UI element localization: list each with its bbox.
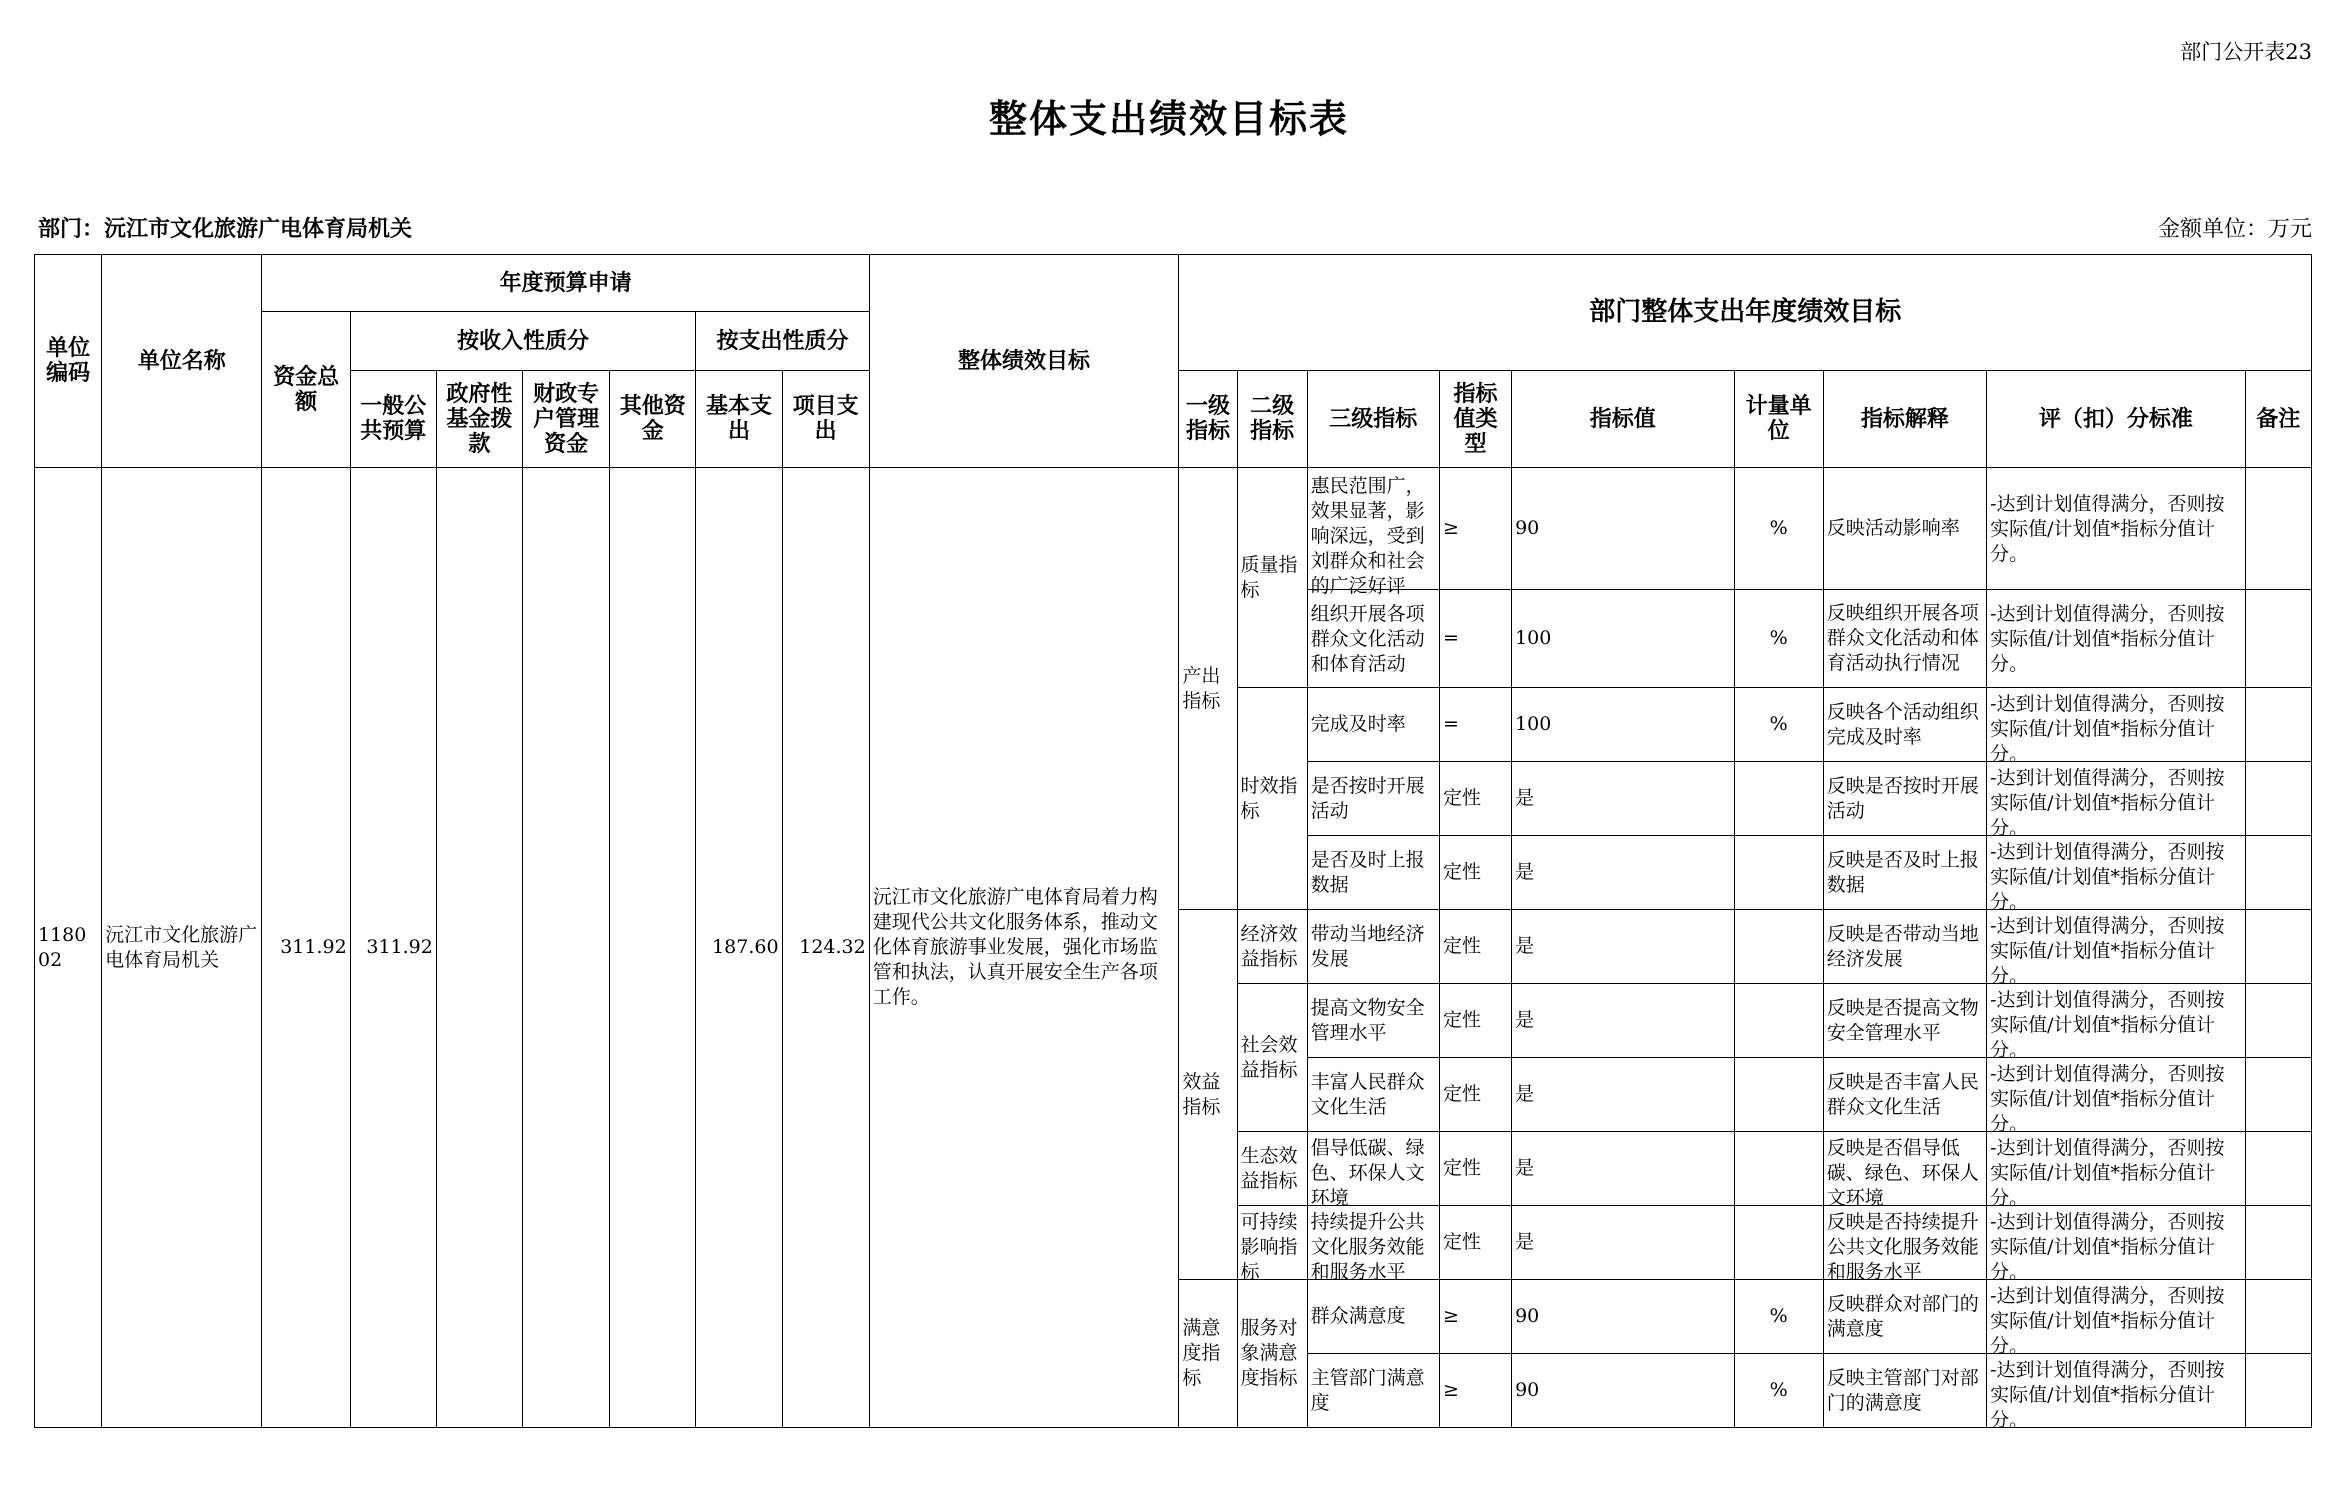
level3-cell: 是否及时上报数据: [1307, 836, 1439, 910]
value-type-cell: 定性: [1439, 1132, 1511, 1206]
scoring-cell: -达到计划值得满分，否则按实际值/计划值*指标分值计分。: [1987, 762, 2246, 836]
value-type-cell: 定性: [1439, 836, 1511, 910]
table-number-label: 部门公开表23: [2180, 40, 2312, 64]
explanation-cell: 反映组织开展各项群众文化活动和体育活动执行情况: [1823, 590, 1986, 688]
unit-cell: [1734, 910, 1823, 984]
department-label: 部门：沅江市文化旅游广电体育局机关: [38, 216, 413, 242]
value-cell: 是: [1512, 1206, 1734, 1280]
explanation-cell: 反映是否带动当地经济发展: [1823, 910, 1986, 984]
header-remark: 备注: [2245, 371, 2311, 468]
level3-cell: 丰富人民群众文化生活: [1307, 1058, 1439, 1132]
level2-sustainable: 可持续影响指标: [1237, 1206, 1307, 1280]
amount-unit-label: 金额单位：万元: [2157, 217, 2312, 242]
level2-service-satisfaction: 服务对象满意度指标: [1237, 1280, 1307, 1428]
value-cell: 是: [1512, 1132, 1734, 1206]
unit-cell: [1734, 762, 1823, 836]
value-type-cell: 定性: [1439, 984, 1511, 1058]
level3-cell: 持续提升公共文化服务效能和服务水平: [1307, 1206, 1439, 1280]
scoring-cell: -达到计划值得满分，否则按实际值/计划值*指标分值计分。: [1987, 468, 2246, 590]
scoring-cell: -达到计划值得满分，否则按实际值/计划值*指标分值计分。: [1987, 688, 2246, 762]
unit-cell: %: [1734, 590, 1823, 688]
unit-cell: %: [1734, 688, 1823, 762]
header-explanation: 指标解释: [1823, 371, 1986, 468]
remark-cell: [2245, 984, 2311, 1058]
header-level3: 三级指标: [1307, 371, 1439, 468]
level3-cell: 惠民范围广，效果显著，影响深远，受到刘群众和社会的广泛好评: [1307, 468, 1439, 590]
level2-ecological: 生态效益指标: [1237, 1132, 1307, 1206]
value-type-cell: 定性: [1439, 910, 1511, 984]
header-by-expense: 按支出性质分: [696, 312, 869, 371]
level2-economic: 经济效益指标: [1237, 910, 1307, 984]
explanation-cell: 反映是否按时开展活动: [1823, 762, 1986, 836]
header-value: 指标值: [1512, 371, 1734, 468]
scoring-cell: -达到计划值得满分，否则按实际值/计划值*指标分值计分。: [1987, 836, 2246, 910]
unit-cell: [1734, 1132, 1823, 1206]
total-amount: 311.92: [262, 468, 350, 1428]
remark-cell: [2245, 762, 2311, 836]
special-account-amount: [523, 468, 610, 1428]
header-unit-name: 单位名称: [102, 255, 262, 468]
level3-cell: 是否按时开展活动: [1307, 762, 1439, 836]
general-budget-amount: 311.92: [350, 468, 436, 1428]
scoring-cell: -达到计划值得满分，否则按实际值/计划值*指标分值计分。: [1987, 1280, 2246, 1354]
header-special-account: 财政专户管理资金: [523, 371, 610, 468]
unit-cell: %: [1734, 1354, 1823, 1428]
header-value-type: 指标值类型: [1439, 371, 1511, 468]
explanation-cell: 反映活动影响率: [1823, 468, 1986, 590]
header-general-budget: 一般公共预算: [350, 371, 436, 468]
remark-cell: [2245, 1280, 2311, 1354]
header-annual-budget: 年度预算申请: [262, 255, 869, 312]
value-type-cell: 定性: [1439, 1206, 1511, 1280]
gov-fund-amount: [436, 468, 522, 1428]
project-expense-amount: 124.32: [782, 468, 869, 1428]
level3-cell: 组织开展各项群众文化活动和体育活动: [1307, 590, 1439, 688]
explanation-cell: 反映是否持续提升公共文化服务效能和服务水平: [1823, 1206, 1986, 1280]
unit-code: 118002: [35, 468, 102, 1428]
value-type-cell: ≥: [1439, 1354, 1511, 1428]
explanation-cell: 反映各个活动组织完成及时率: [1823, 688, 1986, 762]
header-by-income: 按收入性质分: [350, 312, 696, 371]
unit-cell: [1734, 1206, 1823, 1280]
value-cell: 是: [1512, 910, 1734, 984]
explanation-cell: 反映是否丰富人民群众文化生活: [1823, 1058, 1986, 1132]
value-cell: 90: [1512, 1280, 1734, 1354]
remark-cell: [2245, 590, 2311, 688]
header-project-expense: 项目支出: [782, 371, 869, 468]
value-cell: 是: [1512, 836, 1734, 910]
value-type-cell: 定性: [1439, 1058, 1511, 1132]
scoring-cell: -达到计划值得满分，否则按实际值/计划值*指标分值计分。: [1987, 1206, 2246, 1280]
level1-benefit: 效益指标: [1179, 910, 1237, 1280]
header-unit-code: 单位编码: [35, 255, 102, 468]
value-cell: 100: [1512, 688, 1734, 762]
level1-satisfaction: 满意度指标: [1179, 1280, 1237, 1428]
header-basic-expense: 基本支出: [696, 371, 782, 468]
unit-cell: [1734, 836, 1823, 910]
value-type-cell: =: [1439, 688, 1511, 762]
remark-cell: [2245, 1206, 2311, 1280]
explanation-cell: 反映是否提高文物安全管理水平: [1823, 984, 1986, 1058]
value-type-cell: ≥: [1439, 1280, 1511, 1354]
remark-cell: [2245, 468, 2311, 590]
scoring-cell: -达到计划值得满分，否则按实际值/计划值*指标分值计分。: [1987, 1058, 2246, 1132]
value-cell: 90: [1512, 468, 1734, 590]
level3-cell: 完成及时率: [1307, 688, 1439, 762]
level3-cell: 提高文物安全管理水平: [1307, 984, 1439, 1058]
performance-goals-table: [34, 254, 2312, 1431]
level3-cell: 倡导低碳、绿色、环保人文环境: [1307, 1132, 1439, 1206]
other-funds-amount: [610, 468, 696, 1428]
value-type-cell: 定性: [1439, 762, 1511, 836]
header-other-funds: 其他资金: [610, 371, 696, 468]
header-scoring: 评（扣）分标准: [1987, 371, 2246, 468]
page-title: 整体支出绩效目标表: [988, 97, 1349, 141]
header-dept-goals: 部门整体支出年度绩效目标: [1179, 255, 2312, 371]
scoring-cell: -达到计划值得满分，否则按实际值/计划值*指标分值计分。: [1987, 910, 2246, 984]
level2-time: 时效指标: [1237, 688, 1307, 910]
value-cell: 是: [1512, 1058, 1734, 1132]
level2-social: 社会效益指标: [1237, 984, 1307, 1132]
level1-output: 产出指标: [1179, 468, 1237, 910]
scoring-cell: -达到计划值得满分，否则按实际值/计划值*指标分值计分。: [1987, 1132, 2246, 1206]
header-gov-fund: 政府性基金拨款: [436, 371, 522, 468]
scoring-cell: -达到计划值得满分，否则按实际值/计划值*指标分值计分。: [1987, 590, 2246, 688]
remark-cell: [2245, 1354, 2311, 1428]
header-measure-unit: 计量单位: [1734, 371, 1823, 468]
level3-cell: 群众满意度: [1307, 1280, 1439, 1354]
value-cell: 是: [1512, 984, 1734, 1058]
header-level2: 二级指标: [1237, 371, 1307, 468]
scoring-cell: -达到计划值得满分，否则按实际值/计划值*指标分值计分。: [1987, 1354, 2246, 1428]
explanation-cell: 反映是否及时上报数据: [1823, 836, 1986, 910]
unit-cell: [1734, 984, 1823, 1058]
level3-cell: 带动当地经济发展: [1307, 910, 1439, 984]
scoring-cell: -达到计划值得满分，否则按实际值/计划值*指标分值计分。: [1987, 984, 2246, 1058]
explanation-cell: 反映群众对部门的满意度: [1823, 1280, 1986, 1354]
unit-cell: %: [1734, 1280, 1823, 1354]
basic-expense-amount: 187.60: [696, 468, 782, 1428]
explanation-cell: 反映主管部门对部门的满意度: [1823, 1354, 1986, 1428]
remark-cell: [2245, 836, 2311, 910]
header-total: 资金总额: [262, 312, 350, 468]
explanation-cell: 反映是否倡导低碳、绿色、环保人文环境: [1823, 1132, 1986, 1206]
value-cell: 90: [1512, 1354, 1734, 1428]
unit-name: 沅江市文化旅游广电体育局机关: [102, 468, 262, 1428]
overall-goal-text: 沅江市文化旅游广电体育局着力构建现代公共文化服务体系，推动文化体育旅游事业发展，强化市场监管和执法，认真开展安全生产各项工作。: [869, 468, 1179, 1428]
value-type-cell: =: [1439, 590, 1511, 688]
level3-cell: 主管部门满意度: [1307, 1354, 1439, 1428]
value-cell: 100: [1512, 590, 1734, 688]
table-row: [35, 468, 2312, 590]
level2-quality: 质量指标: [1237, 468, 1307, 688]
remark-cell: [2245, 1132, 2311, 1206]
unit-cell: %: [1734, 468, 1823, 590]
value-cell: 是: [1512, 762, 1734, 836]
remark-cell: [2245, 688, 2311, 762]
value-type-cell: ≥: [1439, 468, 1511, 590]
remark-cell: [2245, 1058, 2311, 1132]
remark-cell: [2245, 910, 2311, 984]
unit-cell: [1734, 1058, 1823, 1132]
header-overall-goal: 整体绩效目标: [869, 255, 1179, 468]
header-level1: 一级指标: [1179, 371, 1237, 468]
